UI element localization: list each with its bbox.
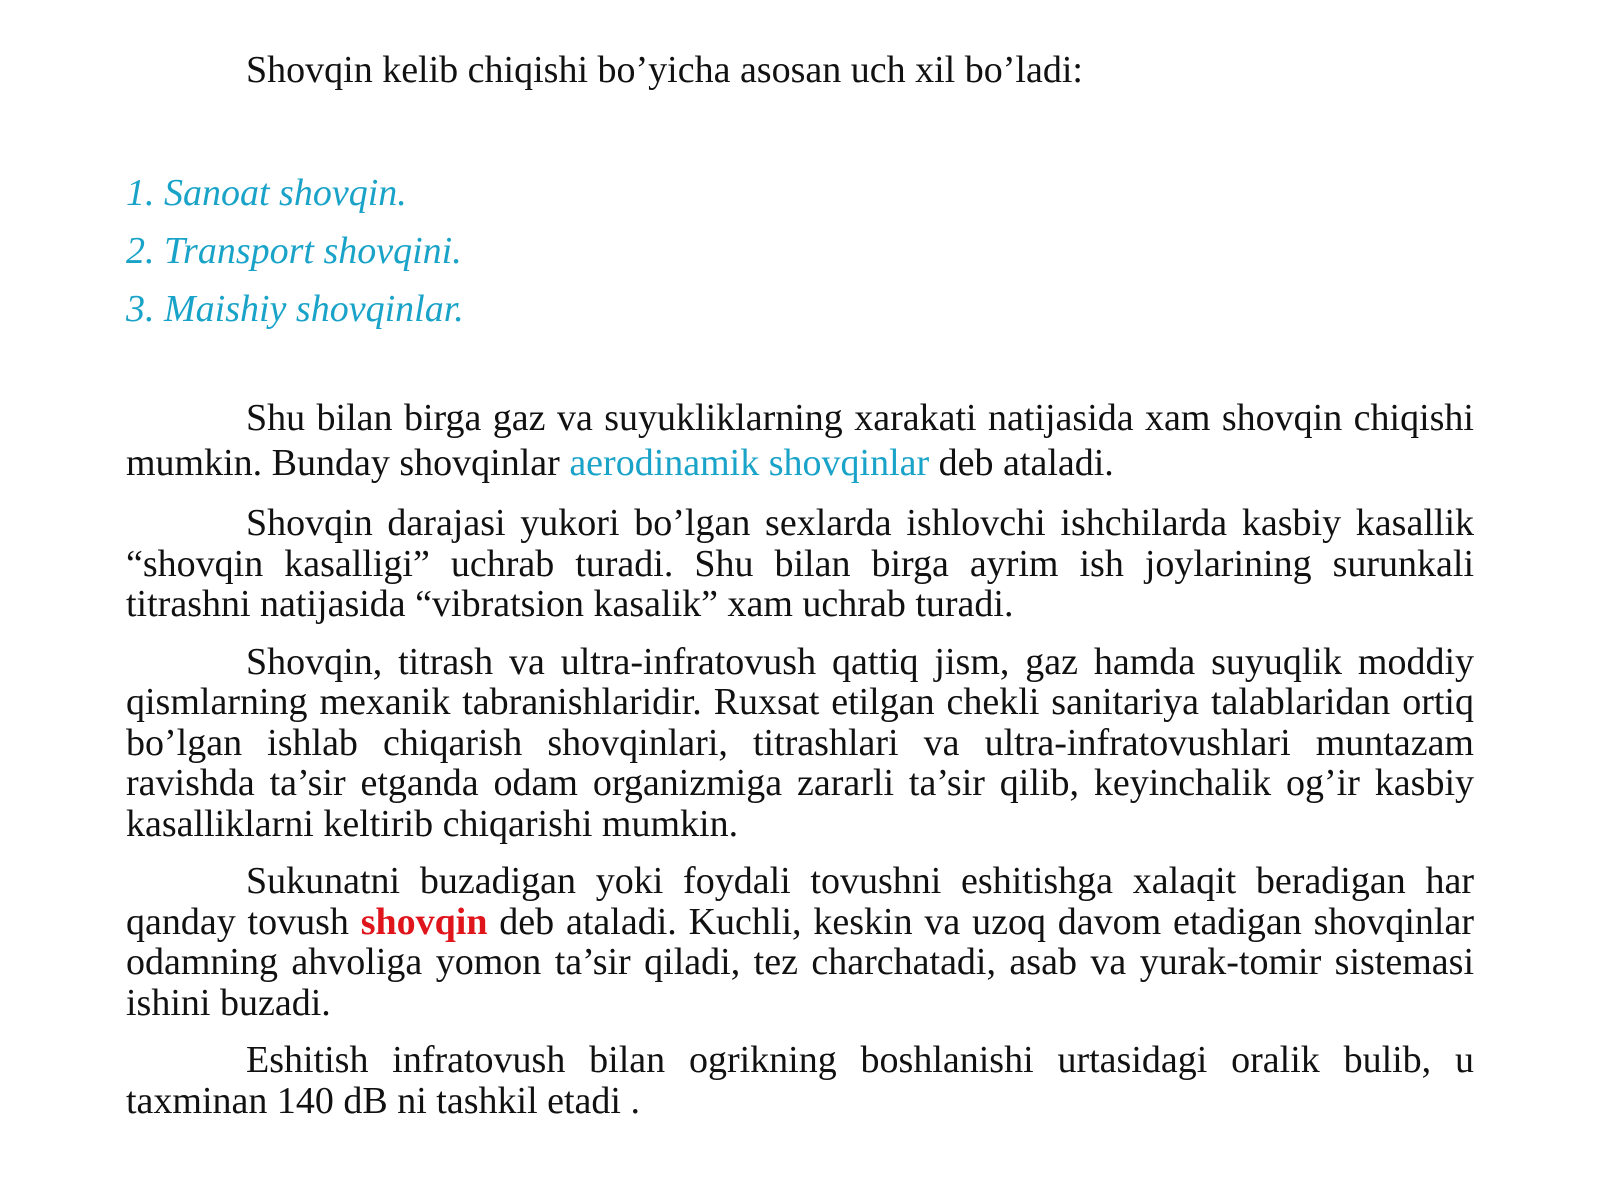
paragraph-vibration-definition: Shovqin, titrash va ultra-infratovush qattiq jism, gaz hamda suyuqlik moddiy qismlarning mexanik tabranishlaridir. Ruxsat etilgan chekli sanitariya talablaridan ortiq bo’lgan ishlab chiqarish shovqinlari, titrashlari va ultra-infratovushlari muntazam ravishda ta’sir etganda odam organizmiga zararli ta’sir qilib, keyinchalik og’ir kasbiy kasalliklarni keltirib chiqarishi mumkin.: [126, 640, 1474, 845]
list-item: 3. Maishiy shovqinlar.: [126, 288, 464, 330]
noise-types-list: [126, 164, 464, 338]
highlight-term: aerodinamik shovqinlar: [569, 442, 930, 484]
intro-heading: Shovqin kelib chiqishi bo’yicha asosan uch xil bo’ladi:: [246, 49, 1083, 91]
body-text: [126, 396, 1474, 1121]
paragraph-occupational-disease: Shovqin darajasi yukori bo’lgan sexlarda ishlovchi ishchilarda kasbiy kasallik “shovqin kasalligi” uchrab turadi. Shu bilan birga ayrim ish joylarining surunkali titrashni natijasida “vibratsion kasalik” xam uchrab turadi.: [126, 502, 1474, 625]
paragraph-pain-threshold: Eshitish infratovush bilan ogrikning boshlanishi urtasidagi oralik bulib, u taxminan 140 dB ni tashkil etadi .: [126, 1039, 1474, 1122]
paragraph-text: Sukunatni buzadigan yoki foydali tovushni eshitishga xalaqit beradigan har qanday tovush: [126, 860, 1474, 943]
paragraph-text: deb ataladi.: [929, 442, 1114, 484]
keyword-term: shovqin: [360, 900, 488, 943]
list-item: 2. Transport shovqini.: [126, 230, 462, 272]
paragraph-text: deb ataladi. Kuchli, keskin va uzoq davom etadigan shovqinlar odamning ahvoliga yomon ta’sir qiladi, tez charchatadi, asab va yurak-tomir sistemasi ishini buzadi.: [126, 900, 1474, 1024]
list-item: 1. Sanoat shovqin.: [126, 172, 407, 214]
paragraph-noise-definition: [126, 861, 1474, 1023]
paragraph-aerodynamic: [126, 396, 1474, 486]
paragraph-text: Shu bilan birga gaz va suyukliklarning xarakati natijasida xam shovqin chiqishi mumkin. Bunday shovqinlar: [126, 397, 1474, 484]
